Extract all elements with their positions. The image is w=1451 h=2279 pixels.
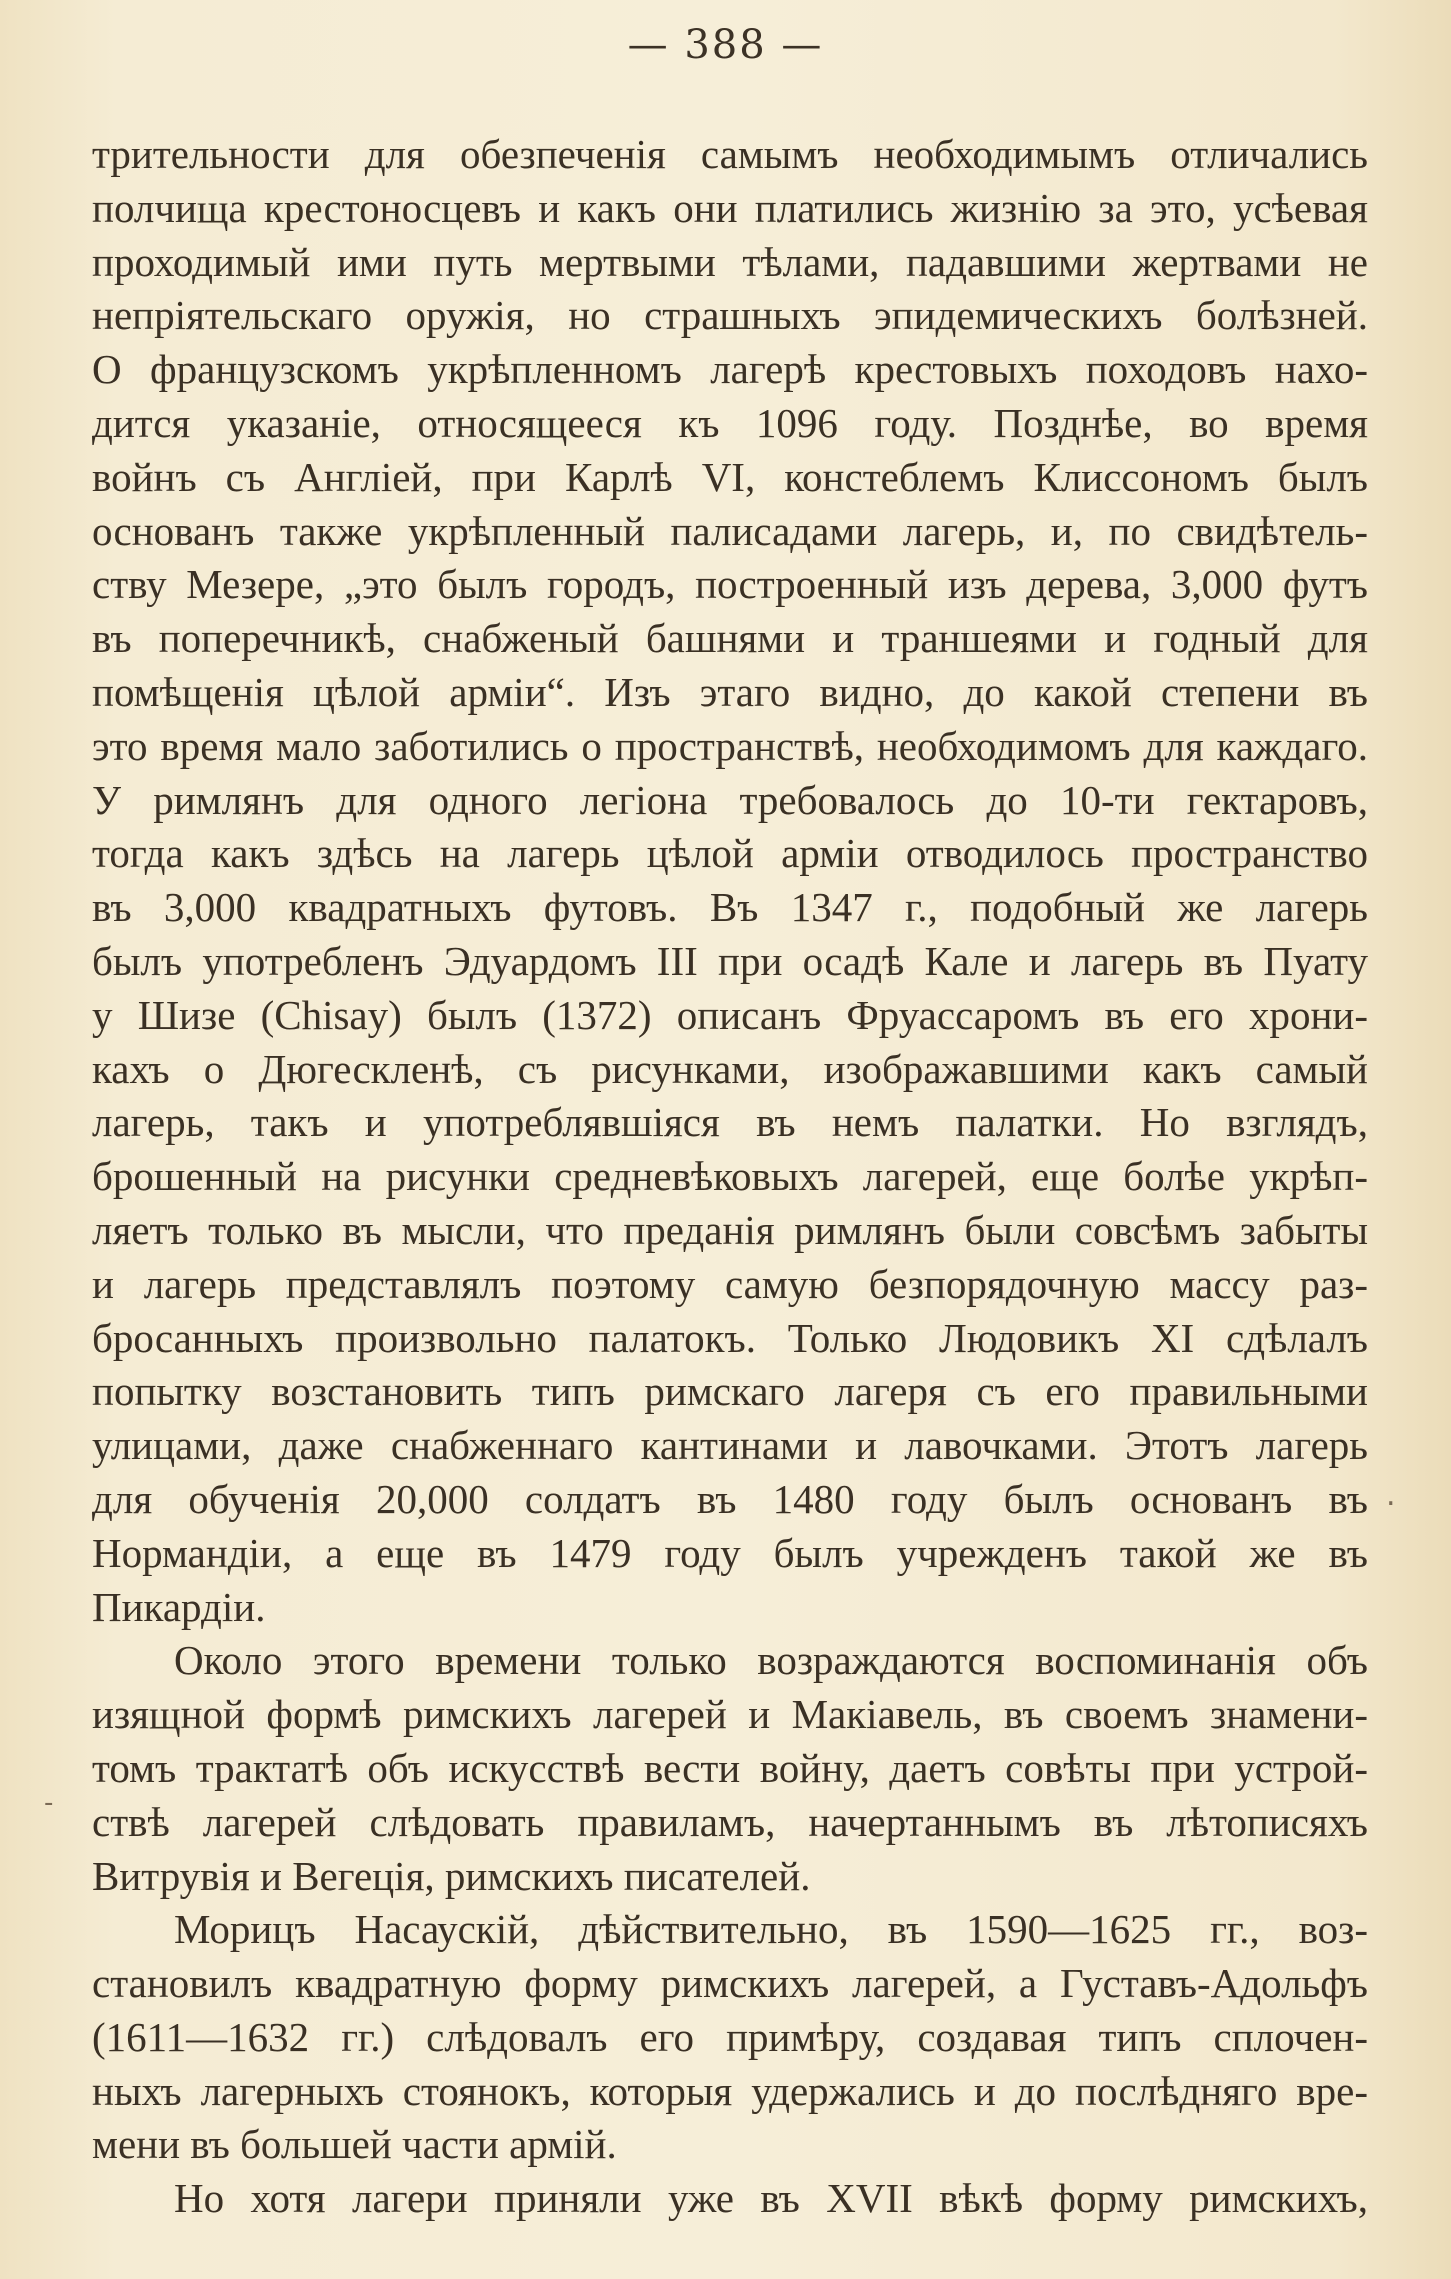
text-line: и лагерь представлялъ поэтому самую безпорядочную массу раз- [92,1260,1368,1307]
text-line: тогда какъ здѣсь на лагерь цѣлой арміи отводилось пространство [92,830,1368,877]
text-line: полчища крестоносцевъ и какъ они платились жизнію за это, усѣевая [92,184,1368,231]
text-line: бросанныхъ произвольно палатокъ. Только Людовикъ XI сдѣлалъ [92,1314,1368,1361]
text-line: ствѣ лагерей слѣдовать правиламъ, начертаннымъ въ лѣтописяхъ [92,1798,1368,1845]
margin-speck: - [44,1788,54,1818]
text-line: улицами, даже снабженнаго кантинами и лавочками. Этотъ лагерь [92,1422,1368,1469]
text-line: попытку возстановить типъ римскаго лагеря съ его правильными [92,1368,1368,1415]
text-line: изящной формѣ римскихъ лагерей и Макіавель, въ своемъ знамени- [92,1691,1368,1738]
text-line: дится указаніе, относящееся къ 1096 году. Позднѣе, во время [92,399,1368,446]
text-line: Нормандіи, а еще въ 1479 году былъ учрежденъ такой же въ [92,1529,1368,1576]
text-line: томъ трактатѣ объ искусствѣ вести войну, даетъ совѣты при устрой- [92,1744,1368,1791]
text-line: это время мало заботились о пространствѣ, необходимомъ для каждаго. [92,722,1368,769]
text-line: брошенный на рисунки средневѣковыхъ лагерей, еще болѣе укрѣп- [92,1153,1368,1200]
text-line: кахъ о Дюгескленѣ, съ рисунками, изображавшими какъ самый [92,1045,1368,1092]
text-line: былъ употребленъ Эдуардомъ III при осадѣ Кале и лагерь въ Пуату [92,937,1368,984]
text-line: лагерь, такъ и употреблявшіяся въ немъ палатки. Но взглядъ, [92,1099,1368,1146]
text-line: (1611—1632 гг.) слѣдовалъ его примѣру, создавая типъ сплочен- [92,2013,1368,2060]
paragraph-end-line: Пикардіи. [92,1583,266,1630]
text-line: трительности для обезпеченія самымъ необходимымъ отличались [92,131,1368,177]
text-line: О французскомъ укрѣпленномъ лагерѣ крестовыхъ походовъ нахо- [92,346,1368,393]
paragraph-first-line: Морицъ Насаускій, дѣйствительно, въ 1590—1625 гг., воз- [174,1906,1368,1953]
text-line: ныхъ лагерныхъ стоянокъ, которыя удержались и до послѣдняго вре- [92,2067,1368,2114]
paragraph-first-line: Но хотя лагери приняли уже въ XVII вѣкѣ форму римскихъ, [174,2175,1368,2222]
page-body-text [92,128,1368,2226]
text-line: у Шизе (Chisay) былъ (1372) описанъ Фруассаромъ въ его хрони- [92,991,1368,1038]
text-line: въ поперечникѣ, снабженый башнями и траншеями и годный для [92,615,1368,662]
text-line: непріятельскаго оружія, но страшныхъ эпидемическихъ болѣзней. [92,292,1368,339]
text-line: проходимый ими путь мертвыми тѣлами, падавшими жертвами не [92,238,1368,285]
text-line: У римлянъ для одного легіона требовалось до 10-ти гектаровъ, [92,776,1368,823]
text-line: ляетъ только въ мысли, что преданія римлянъ были совсѣмъ забыты [92,1206,1368,1253]
paragraph-end-line: Витрувія и Вегеція, римскихъ писателей. [92,1852,811,1899]
text-line: становилъ квадратную форму римскихъ лагерей, а Густавъ-Адольфъ [92,1960,1368,2007]
text-line: помѣщенія цѣлой арміи“. Изъ этаго видно, до какой степени въ [92,668,1368,715]
text-line: основанъ также укрѣпленный палисадами лагерь, и, по свидѣтель- [92,507,1368,554]
page-number: — 388 — [627,22,824,68]
text-line: въ 3,000 квадратныхъ футовъ. Въ 1347 г., подобный же лагерь [92,884,1368,931]
paragraph-first-line: Около этого времени только возраждаются воспоминанія объ [174,1637,1368,1684]
text-line: для обученія 20,000 солдатъ въ 1480 году былъ основанъ въ [92,1475,1368,1522]
text-line: войнъ съ Англіей, при Карлѣ VI, констеблемъ Клиссономъ былъ [92,453,1368,500]
margin-speck: . [1386,1478,1396,1513]
paragraph-end-line: мени въ большей части армій. [92,2121,617,2168]
text-line: ству Мезере, „это былъ городъ, построенный изъ дерева, 3,000 футъ [92,561,1368,608]
